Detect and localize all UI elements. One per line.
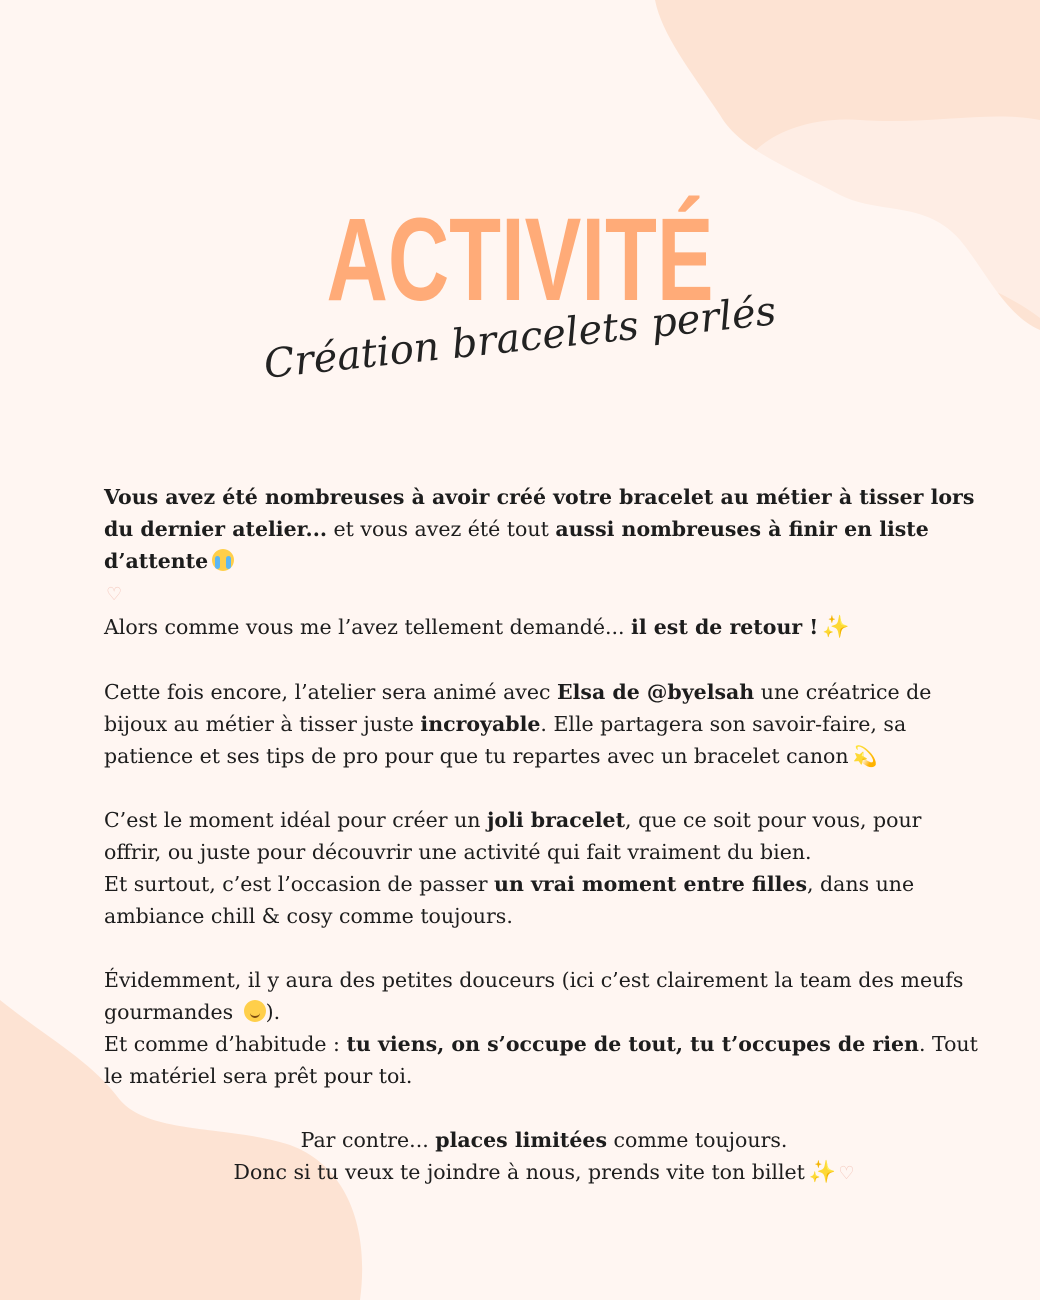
bold-text: Elsa de @byelsah [557, 680, 755, 704]
bold-text: tu viens, on s’occupe de tout, tu t’occupes de rien [346, 1032, 919, 1056]
text: Alors comme vous me l’avez tellement demandé... [104, 615, 632, 639]
bold-text: places limitées [435, 1128, 608, 1152]
bold-text: aussi nombreuses à finir en liste d’attente [104, 517, 929, 573]
text: ). [265, 1000, 281, 1024]
text: . Tout le matériel sera prêt pour toi. [104, 1032, 978, 1088]
paragraph-intro [104, 481, 984, 611]
paragraph-habit [104, 1028, 984, 1092]
bold-text: incroyable [420, 712, 541, 736]
bold-text: un vrai moment entre filles [494, 872, 807, 896]
text: Par contre... [300, 1128, 436, 1152]
text: Cette fois encore, l’atelier sera animé avec [104, 680, 558, 704]
paragraph-back [104, 611, 984, 644]
paragraph-limited [104, 1124, 984, 1156]
page-subtitle: Création bracelets perlés [261, 288, 779, 388]
text: Donc si tu veux te joindre à nous, prends vite ton billet [233, 1160, 805, 1184]
page-title: ACTIVITÉ [326, 194, 714, 326]
loudly-crying-face-icon [212, 549, 234, 571]
text: , dans une ambiance chill & cosy comme toujours. [104, 872, 915, 928]
text: . Elle partagera son savoir-faire, sa patience et ses tips de pro pour que tu repartes avec un bracelet canon [104, 712, 907, 768]
heart-hands-icon: ♡ [106, 584, 123, 605]
bold-text: Vous avez été nombreuses à avoir créé votre bracelet au métier à tisser lors du dernier atelier... [104, 485, 975, 541]
text: comme toujours. [607, 1128, 788, 1152]
text: Évidemment, il y aura des petites douceurs (ici c’est clairement la team des meufs gourmandes [104, 968, 964, 1024]
bold-text: joli bracelet [487, 808, 626, 832]
paragraph-occasion [104, 868, 984, 932]
sparkles-icon: ✨ [808, 1160, 837, 1185]
relieved-face-icon [244, 1000, 266, 1022]
paragraph-ticket [104, 1156, 984, 1190]
sparkles-icon: ✨ [822, 615, 850, 640]
text: une créatrice de bijoux au métier à tisser juste [104, 680, 932, 736]
text: Et comme d’habitude : [104, 1032, 347, 1056]
text: Et surtout, c’est l’occasion de passer [104, 872, 495, 896]
post-body [104, 481, 984, 1190]
bold-text: il est de retour ! [631, 615, 819, 639]
dizzy-icon: 💫 [852, 744, 878, 768]
text: et vous avez été tout [326, 517, 556, 541]
text: C’est le moment idéal pour créer un [104, 808, 487, 832]
paragraph-host [104, 676, 984, 772]
paragraph-treats [104, 964, 984, 1028]
paragraph-moment [104, 804, 984, 868]
heart-hands-icon: ♡ [838, 1163, 855, 1184]
text: , que ce soit pour vous, pour offrir, ou juste pour découvrir une activité qui fait vraiment du bien. [104, 808, 922, 864]
